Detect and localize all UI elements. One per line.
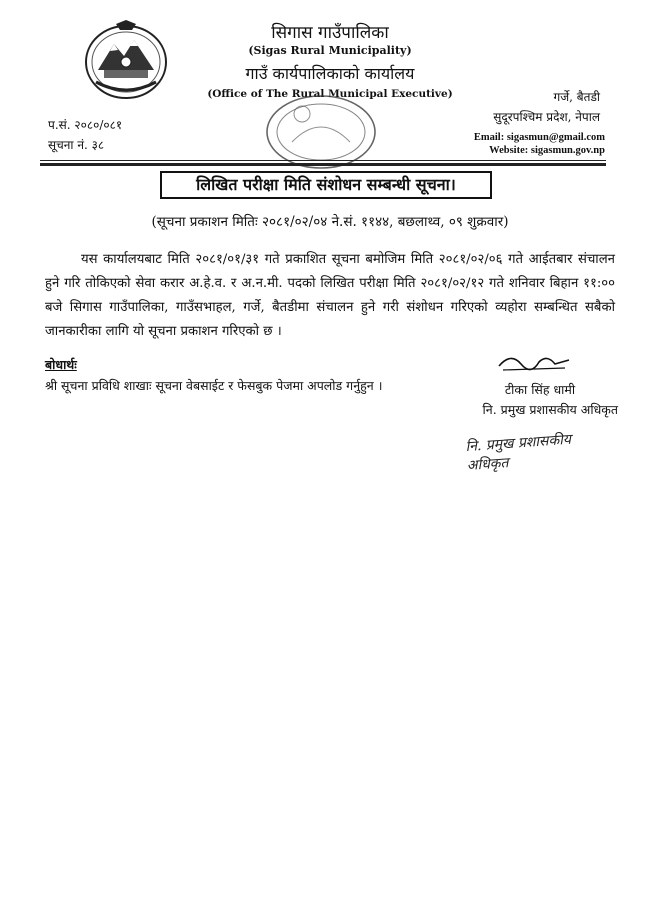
notice-number: सूचना नं. ३८ — [48, 138, 105, 152]
office-title-np: गाउँ कार्यपालिकाको कार्यालय — [245, 64, 415, 83]
address-line-1: गर्जे, बैतडी — [553, 90, 600, 104]
municipality-title-np: सिगास गाउँपालिका — [271, 23, 389, 43]
municipality-title-en: (Sigas Rural Municipality) — [248, 44, 412, 57]
note-label: बोधार्थः — [45, 357, 77, 372]
notice-heading: लिखित परीक्षा मिति संशोधन सम्बन्धी सूचना। — [160, 171, 492, 199]
email-text: Email: sigasmun@gmail.com — [473, 132, 605, 143]
signer-name: टीका सिंह धामी — [504, 382, 576, 397]
office-title-en: (Office of The Rural Municipal Executive) — [207, 88, 453, 100]
header-divider-thick — [40, 163, 606, 166]
publication-date-line: (सूचना प्रकाशन मितिः २०८१/०२/०४ ने.सं. ११४४, बछलाथ्व, ०९ शुक्रवार) — [151, 214, 509, 230]
header-divider-thin — [40, 160, 606, 161]
notice-body: यस कार्यालयबाट मिति २०८१/०१/३१ गते प्रकाशित सूचना बमोजिम मिति २०८१/०२/०६ गते आईतबार संचालन हुने गरि तोकिएको सेवा करार अ.हे.व. र अ.न.मी. पदको लिखित परीक्षा मिति २०८१/०२/१२ गते शनिवार बिहान ११:०० बजे सिगास गाउँपालिका, गाउँसभाहल, गर्जे, बैतडीमा संचालन हुने गरी संशोधन गरिएको व्यहोरा सम्बन्धित सबैको जानकारीका लागि यो सूचना प्रकाशन गरिएको छ । — [45, 252, 615, 339]
note-text: श्री सूचना प्रविधि शाखाः सूचना वेबसाईट र फेसबुक पेजमा अपलोड गर्नुहुन । — [45, 378, 383, 393]
signer-title: नि. प्रमुख प्रशासकीय अधिकृत — [482, 402, 618, 417]
signer-stamp: नि. प्रमुख प्रशासकीय अधिकृत — [464, 431, 572, 475]
signature-scribble — [495, 348, 575, 378]
address-line-2: सुदूरपश्चिम प्रदेश, नेपाल — [493, 110, 600, 124]
website-text: Website: sigasmun.gov.np — [489, 145, 605, 156]
reference-number: प.सं. २०८०/०८१ — [48, 118, 123, 132]
